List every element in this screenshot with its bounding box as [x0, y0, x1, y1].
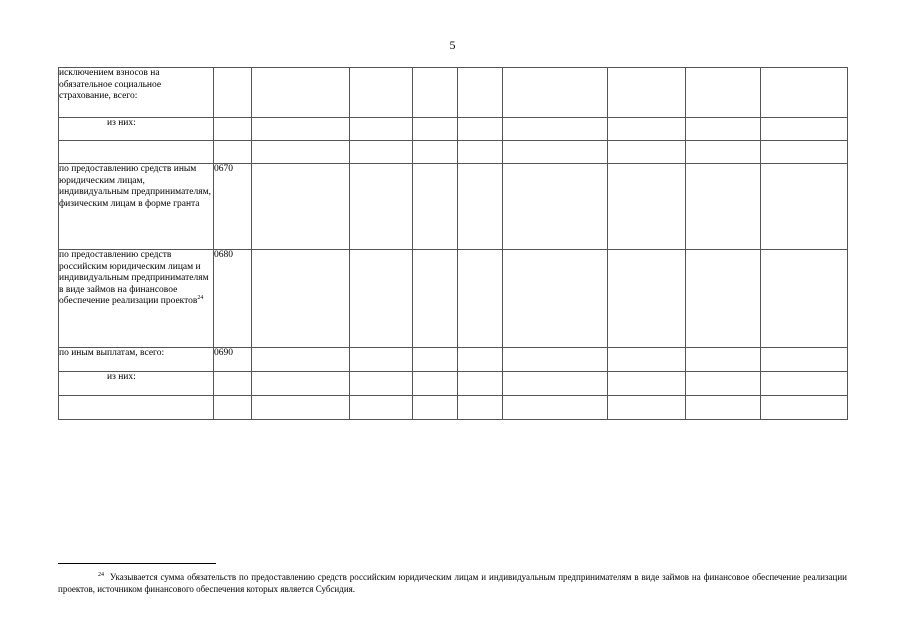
data-cell [350, 250, 413, 348]
row-label: из них: [59, 118, 214, 141]
footnote [58, 571, 847, 595]
data-cell [413, 68, 458, 118]
row-code: 0690 [214, 348, 252, 372]
data-cell [350, 164, 413, 250]
table-row [59, 250, 848, 348]
data-cell [252, 141, 350, 164]
row-code [214, 141, 252, 164]
data-cell [350, 118, 413, 141]
data-cell [608, 348, 686, 372]
data-cell [458, 118, 503, 141]
data-cell [686, 372, 761, 396]
data-cell [413, 141, 458, 164]
data-cell [458, 348, 503, 372]
data-cell [608, 118, 686, 141]
data-cell [686, 250, 761, 348]
data-cell [608, 68, 686, 118]
data-cell [458, 141, 503, 164]
row-label: по предоставлению средств иным юридическим лицам, индивидуальным предпринимателям, физическим лицам в форме гранта [59, 164, 214, 250]
table-row [59, 348, 848, 372]
data-cell [413, 396, 458, 420]
data-cell [761, 250, 848, 348]
data-cell [252, 68, 350, 118]
table-row [59, 68, 848, 118]
row-code [214, 372, 252, 396]
data-cell [350, 348, 413, 372]
data-cell [686, 141, 761, 164]
data-cell [413, 348, 458, 372]
data-cell [413, 164, 458, 250]
data-cell [686, 396, 761, 420]
data-cell [761, 118, 848, 141]
table-row [59, 396, 848, 420]
data-cell [458, 68, 503, 118]
data-cell [608, 396, 686, 420]
footnote-number: 24 [98, 572, 104, 578]
data-cell [608, 372, 686, 396]
row-code [214, 118, 252, 141]
data-cell [503, 164, 608, 250]
data-cell [413, 372, 458, 396]
row-code [214, 68, 252, 118]
data-cell [350, 141, 413, 164]
data-cell [761, 141, 848, 164]
data-cell [503, 372, 608, 396]
row-label: из них: [59, 372, 214, 396]
data-cell [503, 250, 608, 348]
row-label-text: по предоставлению средств российским юридическим лицам и индивидуальным предпринимателям в виде займов на финансовое обеспечение реализации проектов [59, 250, 209, 306]
row-label: исключением взносов на обязательное социальное страхование, всего: [59, 68, 214, 118]
footnote-separator [58, 563, 216, 564]
footnote-text: Указывается сумма обязательств по предоставлению средств российским юридическим лицам и индивидуальным предпринимателям в виде займов на финансовое обеспечение реализации проектов, источником финансового обеспечения которых является Субсидия. [58, 572, 847, 594]
data-cell [252, 250, 350, 348]
footnote-ref: 24 [197, 294, 204, 301]
data-cell [252, 118, 350, 141]
data-cell [503, 118, 608, 141]
report-table [58, 67, 848, 420]
data-cell [761, 372, 848, 396]
row-label [59, 141, 214, 164]
data-cell [350, 68, 413, 118]
data-cell [252, 164, 350, 250]
data-cell [761, 348, 848, 372]
data-cell [458, 250, 503, 348]
data-cell [458, 396, 503, 420]
data-cell [503, 396, 608, 420]
row-code: 0670 [214, 164, 252, 250]
row-code [214, 396, 252, 420]
page-number: 5 [449, 38, 456, 52]
data-cell [686, 118, 761, 141]
data-cell [761, 396, 848, 420]
row-label: по иным выплатам, всего: [59, 348, 214, 372]
data-cell [761, 164, 848, 250]
data-cell [686, 164, 761, 250]
data-cell [503, 68, 608, 118]
data-cell [413, 118, 458, 141]
row-label [59, 250, 214, 348]
table-row [59, 141, 848, 164]
data-cell [503, 348, 608, 372]
data-cell [458, 372, 503, 396]
table-row [59, 372, 848, 396]
table-row [59, 118, 848, 141]
data-cell [686, 348, 761, 372]
data-cell [413, 250, 458, 348]
row-label [59, 396, 214, 420]
row-code: 0680 [214, 250, 252, 348]
data-cell [252, 372, 350, 396]
data-cell [252, 396, 350, 420]
data-cell [761, 68, 848, 118]
data-cell [608, 164, 686, 250]
data-cell [503, 141, 608, 164]
data-cell [608, 141, 686, 164]
data-cell [608, 250, 686, 348]
data-cell [252, 348, 350, 372]
data-cell [458, 164, 503, 250]
data-cell [686, 68, 761, 118]
table-row [59, 164, 848, 250]
data-cell [350, 396, 413, 420]
data-cell [350, 372, 413, 396]
